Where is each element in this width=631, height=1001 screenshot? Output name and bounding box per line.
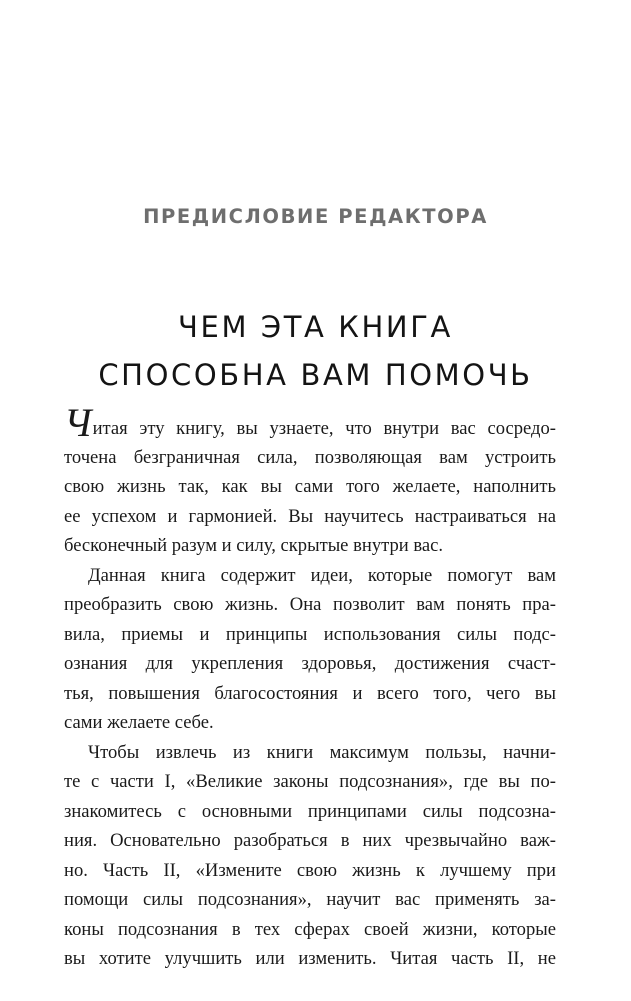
text-line: вила, приемы и принципы использования силы подс-	[64, 623, 556, 645]
text-line: свою жизнь так, как вы сами того желаете, наполнить	[64, 476, 556, 497]
text-line: но. Часть II, «Измените свою жизнь к лучшему при	[64, 859, 556, 881]
text-line: те с части I, «Великие законы подсознания», где вы по-	[64, 771, 556, 792]
text-line: Данная книга содержит идеи, которые помогут вам	[88, 564, 556, 586]
paragraph-3	[64, 738, 556, 974]
section-label: ПРЕДИСЛОВИЕ РЕДАКТОРА	[143, 205, 488, 228]
chapter-title-line-1: ЧЕМ ЭТА КНИГА	[178, 310, 453, 344]
text-line: точена безграничная сила, позволяющая вам устроить	[64, 446, 556, 468]
chapter-title	[0, 303, 631, 399]
chapter-title-line-2: СПОСОБНА ВАМ ПОМОЧЬ	[98, 358, 533, 392]
text-line: Чтобы извлечь из книги максимум пользы, начни-	[88, 741, 556, 763]
text-line: ния. Основательно разобраться в них чрезвычайно важ-	[64, 830, 556, 851]
drop-cap: Ч	[64, 400, 92, 445]
text-line: помощи силы подсознания», научит вас применять за-	[64, 889, 556, 910]
text-line: ее успехом и гармонией. Вы научитесь настраиваться на	[64, 505, 556, 527]
text-line: преобразить свою жизнь. Она позволит вам понять пра-	[64, 594, 556, 615]
text-line: бесконечный разум и силу, скрытые внутри вас.	[64, 535, 444, 556]
text-line: коны подсознания в тех сферах своей жизни, которые	[64, 918, 556, 940]
text-line: сами желаете себе.	[64, 712, 214, 733]
text-line: ознания для укрепления здоровья, достижения счаст-	[64, 653, 556, 674]
body-text	[64, 400, 556, 974]
text-line: знакомитесь с основными принципами силы подсозна-	[64, 800, 556, 822]
text-line: вы хотите улучшить или изменить. Читая часть II, не	[64, 948, 556, 969]
paragraph-1	[64, 400, 556, 561]
paragraph-2	[64, 561, 556, 738]
text-line: тья, повышения благосостояния и всего того, чего вы	[64, 682, 556, 704]
text-line: Читая эту книгу, вы узнаете, что внутри вас сосредо-	[64, 400, 556, 445]
